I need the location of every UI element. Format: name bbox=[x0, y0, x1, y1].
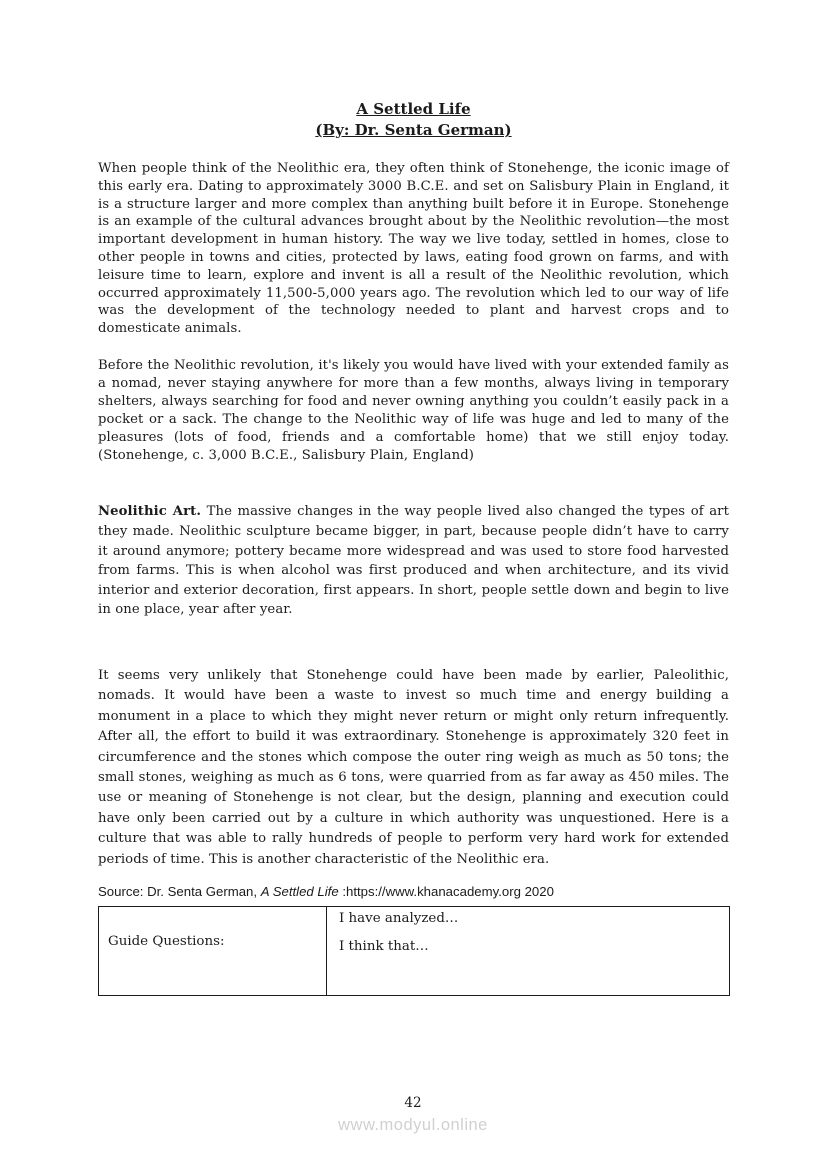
paragraph-stonehenge-effort: It seems very unlikely that Stonehenge could have been made by earlier, Paleolithic, nomads. It would have been a waste to invest so much time and energy building a monument in a place to which they might never return or might only return infrequently. After all, the effort to build it was extraordinary. Stonehenge is approximately 320 feet in circumference and the stones which compose the outer ring weigh as much as 50 tons; the small stones, weighing as much as 6 tons, were quarried from as far away as 450 miles. The use or meaning of Stonehenge is not clear, but the design, planning and execution could have only been carried out by a culture in which authority was unquestioned. Here is a culture that was able to rally hundreds of people to perform very hard work for extended periods of time. This is another characteristic of the Neolithic era. bbox=[98, 667, 729, 867]
article-byline: (By: Dr. Senta German) bbox=[315, 121, 512, 139]
paragraph-neolithic-art bbox=[98, 502, 729, 620]
page-number: 42 bbox=[404, 1095, 422, 1111]
source-work-title: A Settled Life bbox=[260, 884, 339, 900]
guide-questions-label: Guide Questions: bbox=[108, 934, 225, 950]
article-header bbox=[98, 99, 729, 141]
prompt-analyzed: I have analyzed… bbox=[339, 911, 459, 927]
paragraph-lead-neolithic-art: Neolithic Art. bbox=[98, 504, 202, 520]
paragraph-intro: When people think of the Neolithic era, they often think of Stonehenge, the iconic image of this early era. Dating to approximately 3000 B.C.E. and set on Salisbury Plain in England, it is a structure larger and more complex than anything built before it in Europe. Stonehenge is an example of the cultural advances brought about by the Neolithic revolution—the most important development in human history. The way we live today, settled in homes, close to other people in towns and cities, protected by laws, eating food grown on farms, and with leisure time to learn, explore and invent is all a result of the Neolithic revolution, which occurred approximately 11,500-5,000 years ago. The revolution which led to our way of life was the development of the technology needed to plant and harvest crops and to domesticate animals. bbox=[98, 161, 729, 337]
watermark: www.modyul.online bbox=[338, 1116, 488, 1134]
table-row bbox=[99, 907, 730, 996]
prompt-think: I think that… bbox=[339, 939, 429, 955]
paragraph-before-revolution: Before the Neolithic revolution, it's likely you would have lived with your extended family as a nomad, never staying anywhere for more than a few months, always living in temporary shelters, always searching for food and never owning anything you couldn’t easily pack in a pocket or a sack. The change to the Neolithic way of life was huge and led to many of the pleasures (lots of food, friends and a comfortable home) that we still enjoy today.(Stonehenge, c. 3,000 B.C.E., Salisbury Plain, England) bbox=[98, 357, 729, 463]
guide-questions-table bbox=[98, 906, 730, 996]
guide-questions-label-cell bbox=[99, 907, 327, 996]
source-citation bbox=[98, 884, 729, 899]
paragraph-neolithic-art-text: The massive changes in the way people lived also changed the types of art they made. Neolithic sculpture became bigger, in part, because people didn’t have to carry it around anymore; pottery became more widespread and was used to store food harvested from farms. This is when alcohol was first produced and when architecture, and its vivid interior and exterior decoration, first appears. In short, people settle down and begin to live in one place, year after year. bbox=[98, 504, 729, 618]
source-url: :https://www.khanacademy.org 2020 bbox=[338, 884, 554, 900]
article-title: A Settled Life bbox=[356, 100, 471, 118]
source-prefix: Source: Dr. Senta German, bbox=[98, 884, 261, 900]
guide-questions-prompts-cell bbox=[327, 907, 730, 996]
page-content bbox=[98, 0, 729, 996]
